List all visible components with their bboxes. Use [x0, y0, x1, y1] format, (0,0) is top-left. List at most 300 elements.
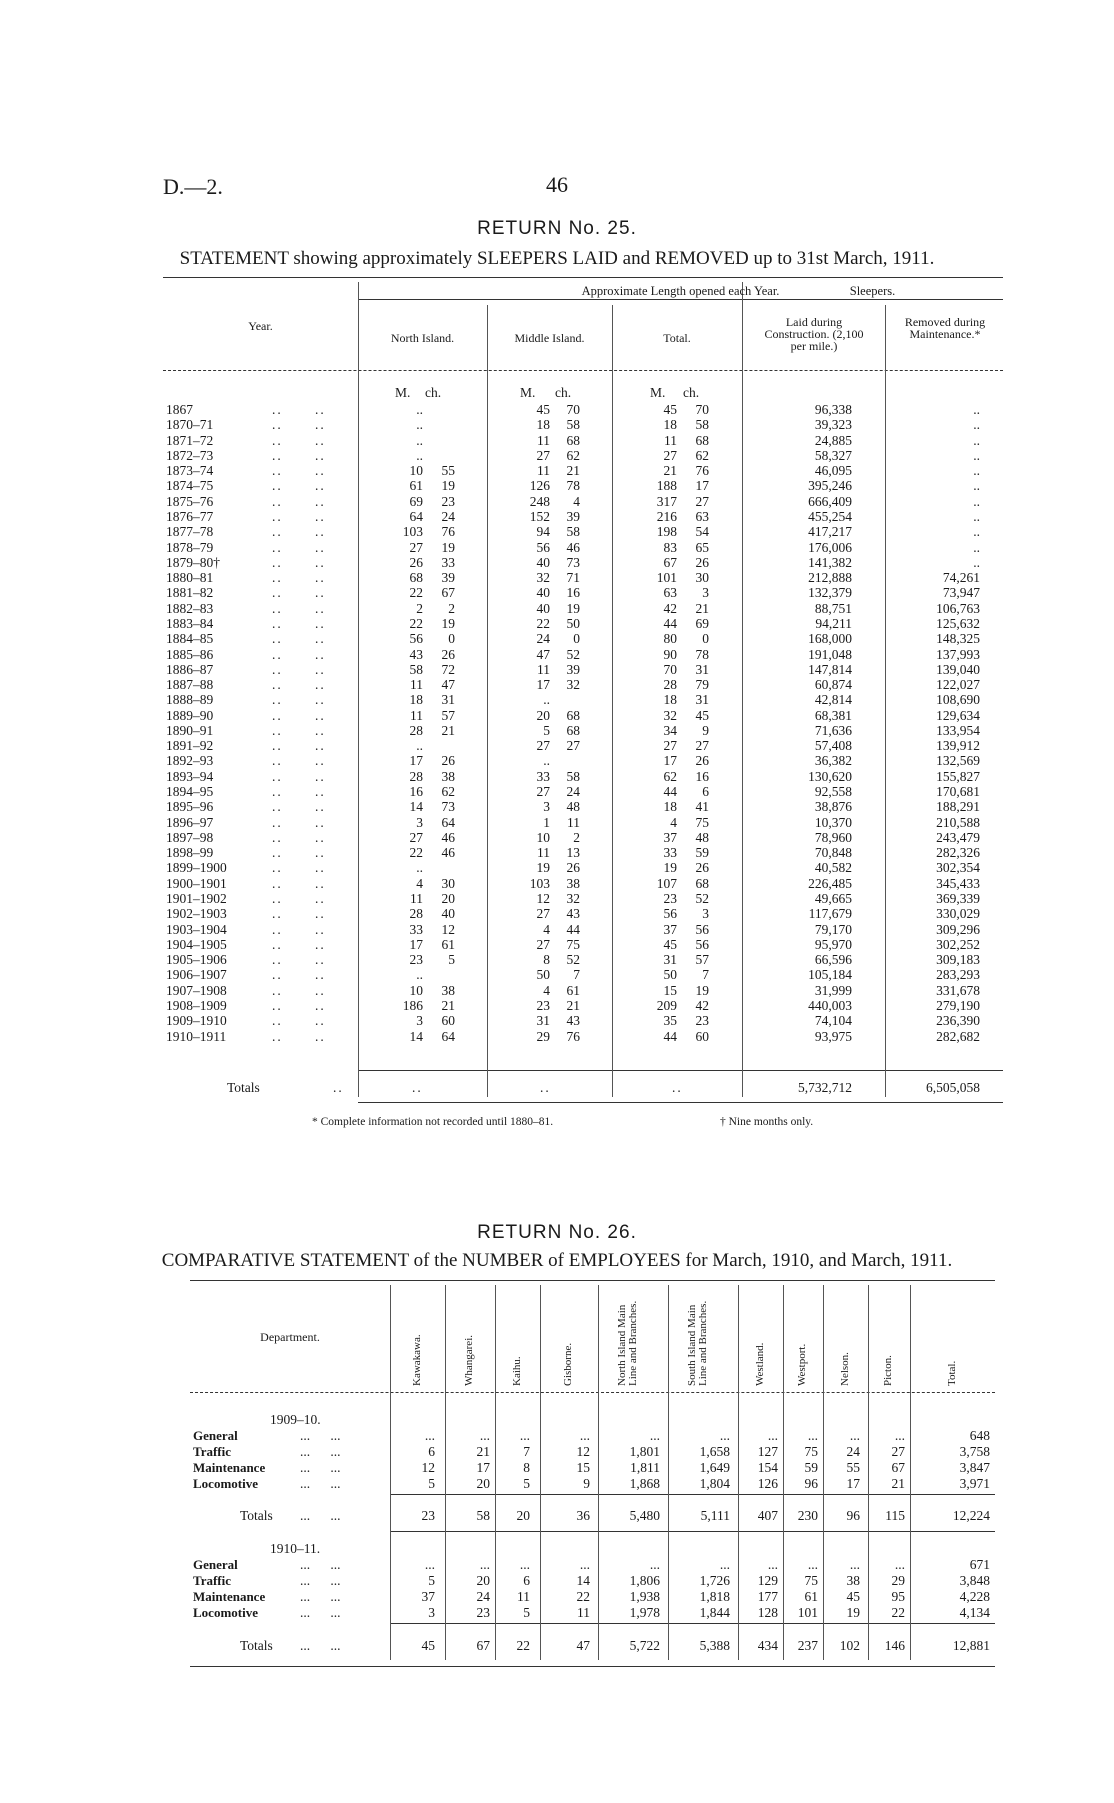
middle-island-miles: 40 [536, 554, 550, 570]
middle-island-miles: 11 [537, 845, 550, 861]
sleepers-laid: 417,217 [808, 524, 852, 540]
north-island-miles: 28 [409, 722, 423, 738]
middle-island-chains: 43 [566, 906, 580, 922]
sleepers-laid: 130,620 [808, 768, 852, 784]
employee-count: 12 [421, 1460, 435, 1475]
north-island-miles: 17 [409, 753, 423, 769]
sleepers-laid: 168,000 [808, 631, 852, 647]
employee-count: 1,844 [699, 1605, 730, 1620]
north-island-miles: 14 [409, 1028, 423, 1044]
total-chains: 79 [695, 677, 709, 692]
employee-count: ... [767, 1557, 778, 1572]
employee-count: ... [807, 1557, 818, 1572]
middle-island-chains: 62 [566, 447, 580, 463]
total-chains: 26 [695, 860, 709, 876]
row-year: 1889–90 [166, 707, 214, 723]
employee-count: 128 [757, 1605, 778, 1620]
north-island-chains: 73 [441, 799, 455, 815]
row-year: 1871–72 [166, 432, 214, 448]
employee-count: 1,658 [699, 1444, 730, 1459]
sleepers-laid: 176,006 [808, 539, 852, 555]
employee-total: 434 [757, 1638, 778, 1653]
north-island-chains: 55 [441, 463, 455, 479]
middle-island-chains: 61 [566, 982, 580, 998]
department-name: Locomotive [193, 1476, 258, 1491]
north-island-miles: 22 [409, 615, 423, 631]
return-25-title: RETURN No. 25. [477, 218, 637, 239]
total-miles: 18 [663, 692, 677, 708]
sleepers-laid: 191,048 [808, 646, 852, 662]
total-miles: 32 [663, 707, 677, 723]
total-miles: 44 [663, 615, 677, 631]
total-miles: 101 [656, 570, 677, 586]
employee-count: 127 [757, 1444, 778, 1459]
sleepers-laid: 79,170 [814, 921, 852, 937]
middle-island-chains: 27 [566, 738, 580, 754]
sleepers-laid: 93,975 [814, 1028, 852, 1044]
sleepers-laid: 74,104 [814, 1013, 852, 1029]
footnote-nine-months: † Nine months only. [720, 1116, 814, 1128]
middle-island-miles: 11 [537, 661, 550, 677]
employee-count: ... [649, 1557, 660, 1572]
row-year: 1907–1908 [166, 982, 227, 998]
sleepers-removed: 279,190 [936, 997, 980, 1013]
sleepers-removed: .. [973, 524, 980, 540]
north-island-chains: 26 [441, 753, 455, 769]
total-chains: 21 [695, 600, 709, 616]
employee-count: ... [424, 1557, 435, 1572]
middle-island-miles: 22 [536, 615, 550, 631]
employee-count: ... [719, 1557, 730, 1572]
sleepers-removed: 302,252 [936, 936, 980, 952]
employee-total: 96 [846, 1508, 860, 1523]
sleepers-removed: 243,479 [936, 829, 980, 845]
middle-island-miles: 29 [536, 1028, 550, 1044]
middle-island-chains: 58 [566, 524, 580, 540]
sleepers-removed: 137,993 [936, 646, 980, 662]
sleepers-removed: 369,339 [936, 891, 980, 906]
employee-count: 3,847 [959, 1460, 990, 1475]
sleepers-removed: 345,433 [936, 875, 980, 891]
employee-count: 1,868 [629, 1476, 660, 1491]
middle-island-chains: 68 [566, 432, 580, 448]
column-header: Kaihu. [510, 1356, 523, 1386]
employee-count: 8 [523, 1460, 530, 1475]
middle-island-chains: 32 [566, 677, 580, 692]
middle-island-chains: 0 [573, 631, 580, 647]
employee-count: 45 [846, 1589, 860, 1604]
middle-island-chains: 52 [566, 952, 580, 968]
employee-count: ... [719, 1428, 730, 1443]
row-year: 1906–1907 [166, 967, 227, 983]
department-name: Traffic [193, 1573, 232, 1588]
sleepers-removed: 106,763 [936, 600, 980, 616]
total-miles: 83 [663, 539, 677, 555]
employee-count: 59 [804, 1460, 818, 1475]
middle-island-chains: 68 [566, 707, 580, 723]
row-year: 1880–81 [166, 570, 214, 586]
middle-island-miles: 40 [536, 585, 550, 601]
north-island-miles: 43 [409, 646, 423, 662]
total-chains: 68 [695, 432, 709, 448]
employee-count: ... [579, 1428, 590, 1443]
row-year: 1883–84 [166, 615, 214, 631]
page-reference: D.—2. [163, 174, 223, 199]
sleepers-laid: 66,596 [814, 952, 852, 968]
north-island-chains: 26 [441, 646, 455, 662]
middle-island-chains: 70 [566, 402, 580, 417]
north-island-miles: 103 [402, 524, 423, 540]
employee-total: 23 [421, 1508, 435, 1523]
header-north-island: North Island. [390, 331, 455, 345]
middle-island-chains: 4 [573, 493, 580, 509]
sleepers-laid: 141,382 [808, 554, 852, 570]
middle-island-chains: 38 [566, 875, 580, 891]
totals-label: Totals [240, 1638, 273, 1653]
row-year: 1876–77 [166, 509, 214, 524]
return-26-statement: COMPARATIVE STATEMENT of the NUMBER of EMPLOYEES for March, 1910, and March, 1911. [161, 1250, 953, 1271]
total-miles: 67 [663, 554, 677, 570]
year-group-label: 1909–10. [270, 1412, 321, 1427]
sleepers-laid: 78,960 [814, 829, 852, 845]
total-chains: 62 [695, 447, 709, 463]
middle-island-miles: 45 [536, 402, 550, 417]
middle-island-chains: 32 [566, 891, 580, 906]
total-chains: 23 [695, 1013, 709, 1029]
total-chains: 17 [695, 478, 709, 494]
sleepers-removed: 122,027 [936, 677, 980, 692]
sleepers-laid: 105,184 [808, 967, 852, 983]
north-island-miles: .. [416, 967, 423, 983]
middle-island-chains: 58 [566, 768, 580, 784]
department-name: Maintenance [193, 1460, 266, 1475]
middle-island-chains: 39 [566, 661, 580, 677]
employee-count: ... [767, 1428, 778, 1443]
row-year: 1908–1909 [166, 997, 227, 1013]
north-island-chains: 72 [441, 661, 455, 677]
middle-island-miles: 3 [543, 799, 550, 815]
employee-count: 20 [476, 1476, 490, 1491]
total-chains: 19 [695, 982, 709, 998]
sleepers-removed: 302,354 [936, 860, 980, 876]
employee-count: 17 [476, 1460, 490, 1475]
employee-total: 58 [476, 1508, 490, 1523]
employee-count: 21 [476, 1444, 490, 1459]
column-header: Westport. [796, 1343, 808, 1386]
row-year: 1890–91 [166, 722, 214, 738]
total-chains: 31 [695, 692, 709, 708]
employee-count: 648 [969, 1428, 990, 1443]
middle-island-chains: 21 [566, 463, 580, 479]
total-miles: 198 [656, 524, 677, 540]
employee-count: 75 [804, 1573, 818, 1588]
employee-count: 37 [421, 1589, 435, 1604]
employee-count: 19 [846, 1605, 860, 1620]
middle-island-chains: 68 [566, 722, 580, 738]
department-name: Locomotive [193, 1605, 258, 1620]
employee-count: 24 [846, 1444, 860, 1459]
north-island-chains: 38 [441, 768, 455, 784]
sleepers-removed: .. [973, 402, 980, 417]
sleepers-removed: 155,827 [936, 768, 980, 784]
return-26-title: RETURN No. 26. [477, 1222, 637, 1243]
row-year: 1904–1905 [166, 936, 227, 952]
row-year: 1873–74 [166, 463, 214, 479]
total-chains: 75 [695, 814, 709, 830]
north-island-miles: 11 [410, 891, 423, 906]
sleepers-laid: 24,885 [814, 432, 852, 448]
row-year: 1895–96 [166, 799, 214, 815]
total-chains: 9 [702, 722, 709, 738]
row-year: 1901–1902 [166, 891, 227, 906]
row-year: 1872–73 [166, 447, 214, 463]
north-island-chains: 2 [448, 600, 455, 616]
department-name: General [193, 1428, 238, 1443]
row-year: 1905–1906 [166, 952, 227, 968]
middle-island-chains: 43 [566, 1013, 580, 1029]
north-island-chains: 31 [441, 692, 455, 708]
total-miles: 37 [663, 829, 677, 845]
employee-count: 3 [428, 1605, 435, 1620]
middle-island-miles: 18 [536, 417, 550, 433]
north-island-miles: 10 [409, 982, 423, 998]
sleepers-removed: 283,293 [936, 967, 980, 983]
header-year: Year. [248, 319, 273, 333]
employee-count: 126 [757, 1476, 778, 1491]
total-miles: 34 [663, 722, 677, 738]
unit-miles: M. [395, 385, 411, 400]
sleepers-removed: .. [973, 417, 980, 433]
north-island-miles: 16 [409, 784, 423, 799]
employee-count: 1,649 [699, 1460, 730, 1475]
employee-total: 67 [476, 1638, 490, 1653]
middle-island-chains: 26 [566, 860, 580, 876]
sleepers-laid: 88,751 [814, 600, 852, 616]
middle-island-miles: 56 [536, 539, 550, 555]
total-miles: 50 [663, 967, 677, 983]
total-miles: 28 [663, 677, 677, 692]
header-middle-island: Middle Island. [514, 331, 585, 345]
total-miles: 44 [663, 1028, 677, 1044]
row-year: 1881–82 [166, 585, 214, 601]
middle-island-chains: 52 [566, 646, 580, 662]
employee-count: ... [849, 1428, 860, 1443]
column-header: Gisborne. [562, 1342, 574, 1386]
north-island-miles: 26 [409, 554, 423, 570]
middle-island-miles: 5 [543, 722, 550, 738]
total-chains: 45 [695, 707, 709, 723]
total-chains: 27 [695, 738, 709, 754]
north-island-chains: 5 [448, 952, 455, 968]
total-miles: 80 [663, 631, 677, 647]
north-island-chains: 19 [441, 615, 455, 631]
column-header: Whangarei. [463, 1335, 475, 1386]
sleepers-laid: 455,254 [808, 509, 852, 524]
employee-count: 12 [576, 1444, 590, 1459]
row-year: 1867 [166, 402, 193, 417]
employee-count: 15 [576, 1460, 590, 1475]
middle-island-miles: 24 [536, 631, 550, 647]
total-miles: 18 [663, 417, 677, 433]
footnote-complete-information: * Complete information not recorded until 1880–81. [312, 1116, 554, 1128]
middle-island-chains: 24 [566, 784, 580, 799]
employee-count: 17 [846, 1476, 860, 1491]
total-chains: 54 [695, 524, 709, 540]
employee-total: 20 [516, 1508, 530, 1523]
employee-count: 9 [583, 1476, 590, 1491]
department-name: Maintenance [193, 1589, 266, 1604]
middle-island-miles: 11 [537, 432, 550, 448]
row-year: 1897–98 [166, 829, 214, 845]
middle-island-miles: 126 [529, 478, 550, 494]
north-island-miles: 58 [409, 661, 423, 677]
middle-island-chains: 7 [573, 967, 580, 983]
employee-total: 36 [576, 1508, 590, 1523]
middle-island-chains: 46 [566, 539, 580, 555]
row-year: 1902–1903 [166, 906, 227, 922]
total-chains: 52 [695, 891, 709, 906]
middle-island-miles: 31 [536, 1013, 550, 1029]
total-chains: 63 [695, 509, 709, 524]
employee-total: 22 [516, 1638, 530, 1653]
middle-island-miles: 152 [529, 509, 550, 524]
row-year: 1896–97 [166, 814, 214, 830]
middle-island-chains: 16 [566, 585, 580, 601]
employee-total: 47 [576, 1638, 590, 1653]
middle-island-chains: 11 [567, 814, 580, 830]
sleepers-removed: 73,947 [942, 585, 980, 601]
column-header: Nelson. [838, 1352, 851, 1386]
north-island-miles: .. [416, 447, 423, 463]
middle-island-chains: 39 [566, 509, 580, 524]
sleepers-removed: .. [973, 447, 980, 463]
north-island-chains: 12 [441, 921, 455, 937]
middle-island-miles: .. [543, 692, 550, 708]
sleepers-laid: 70,848 [814, 845, 852, 861]
total-chains: 65 [695, 539, 709, 555]
employee-count: 154 [757, 1460, 778, 1475]
total-miles: 107 [656, 875, 677, 891]
employee-total: 12,881 [952, 1638, 990, 1653]
north-island-chains: 46 [441, 845, 455, 861]
north-island-miles: 14 [409, 799, 423, 815]
total-chains: 68 [695, 875, 709, 891]
total-chains: 42 [695, 997, 709, 1013]
sleepers-laid: 42,814 [814, 692, 852, 708]
north-island-miles: .. [416, 402, 423, 417]
total-miles: 188 [656, 478, 677, 494]
employee-total: 115 [885, 1508, 905, 1523]
sleepers-removed: 139,912 [936, 738, 980, 754]
sleepers-removed: 74,261 [942, 570, 980, 586]
total-miles: 45 [663, 402, 677, 417]
employee-count: 61 [804, 1589, 818, 1604]
row-year: 1893–94 [166, 768, 214, 784]
north-island-miles: 28 [409, 906, 423, 922]
total-miles: 19 [663, 860, 677, 876]
employee-count: 11 [577, 1605, 590, 1620]
total-chains: 56 [695, 936, 709, 952]
north-island-miles: 22 [409, 585, 423, 601]
total-miles: 27 [663, 738, 677, 754]
row-year: 1878–79 [166, 539, 214, 555]
header-sleepers: Sleepers. [849, 284, 896, 298]
middle-island-miles: 10 [536, 829, 550, 845]
header-approx-length: Approximate Length opened each Year. [581, 284, 780, 298]
employee-count: ... [649, 1428, 660, 1443]
sleepers-removed: 282,326 [936, 845, 980, 861]
sleepers-laid: 94,211 [815, 615, 852, 631]
sleepers-laid: 10,370 [814, 814, 852, 830]
north-island-miles: 17 [409, 936, 423, 952]
middle-island-miles: 47 [536, 646, 550, 662]
header-department: Department. [260, 1330, 320, 1344]
middle-island-chains: 76 [566, 1028, 580, 1044]
employee-count: 1,938 [629, 1589, 660, 1604]
total-chains: 30 [695, 570, 709, 586]
employee-count: 5 [523, 1605, 530, 1620]
north-island-miles: .. [416, 738, 423, 754]
total-chains: 27 [695, 493, 709, 509]
employee-total: 146 [884, 1638, 905, 1653]
north-island-miles: 64 [409, 509, 423, 524]
sleepers-removed: .. [973, 478, 980, 494]
north-island-chains: 76 [441, 524, 455, 540]
total-chains: 76 [695, 463, 709, 479]
row-year: 1887–88 [166, 677, 214, 692]
sleepers-removed: .. [973, 539, 980, 555]
middle-island-chains: 44 [566, 921, 580, 937]
middle-island-chains: 73 [566, 554, 580, 570]
row-year: 1909–1910 [166, 1013, 227, 1029]
total-miles: 17 [663, 753, 677, 769]
north-island-miles: 61 [409, 478, 423, 494]
employee-count: ... [519, 1428, 530, 1443]
north-island-chains: 21 [441, 722, 455, 738]
employee-count: 1,804 [699, 1476, 730, 1491]
totals-label: Totals [240, 1508, 273, 1523]
north-island-miles: .. [416, 417, 423, 433]
middle-island-chains: 78 [566, 478, 580, 494]
employee-count: ... [579, 1557, 590, 1572]
employee-count: ... [849, 1557, 860, 1572]
north-island-chains: 19 [441, 539, 455, 555]
total-miles: 11 [664, 432, 677, 448]
north-island-miles: 22 [409, 845, 423, 861]
row-year: 1885–86 [166, 646, 214, 662]
sleepers-removed: 330,029 [936, 906, 980, 922]
north-island-chains: 47 [441, 677, 455, 692]
north-island-miles: 56 [409, 631, 423, 647]
employee-count: 5 [428, 1573, 435, 1588]
total-miles: 31 [663, 952, 677, 968]
north-island-chains: 60 [441, 1013, 455, 1029]
total-chains: 58 [695, 417, 709, 433]
employee-count: 24 [476, 1589, 490, 1604]
sleepers-laid: 49,665 [814, 891, 852, 906]
sleepers-removed: 236,390 [936, 1013, 980, 1029]
total-miles: 317 [656, 493, 677, 509]
middle-island-miles: 27 [536, 936, 550, 952]
total-chains: 6 [702, 784, 709, 799]
employee-count: 101 [797, 1605, 818, 1620]
return-25-statement: STATEMENT showing approximately SLEEPERS LAID and REMOVED up to 31st March, 1911. [179, 248, 935, 269]
north-island-chains: 38 [441, 982, 455, 998]
middle-island-miles: 23 [536, 997, 550, 1013]
employee-total: 102 [839, 1638, 860, 1653]
total-miles: 63 [663, 585, 677, 601]
total-miles: 18 [663, 799, 677, 815]
